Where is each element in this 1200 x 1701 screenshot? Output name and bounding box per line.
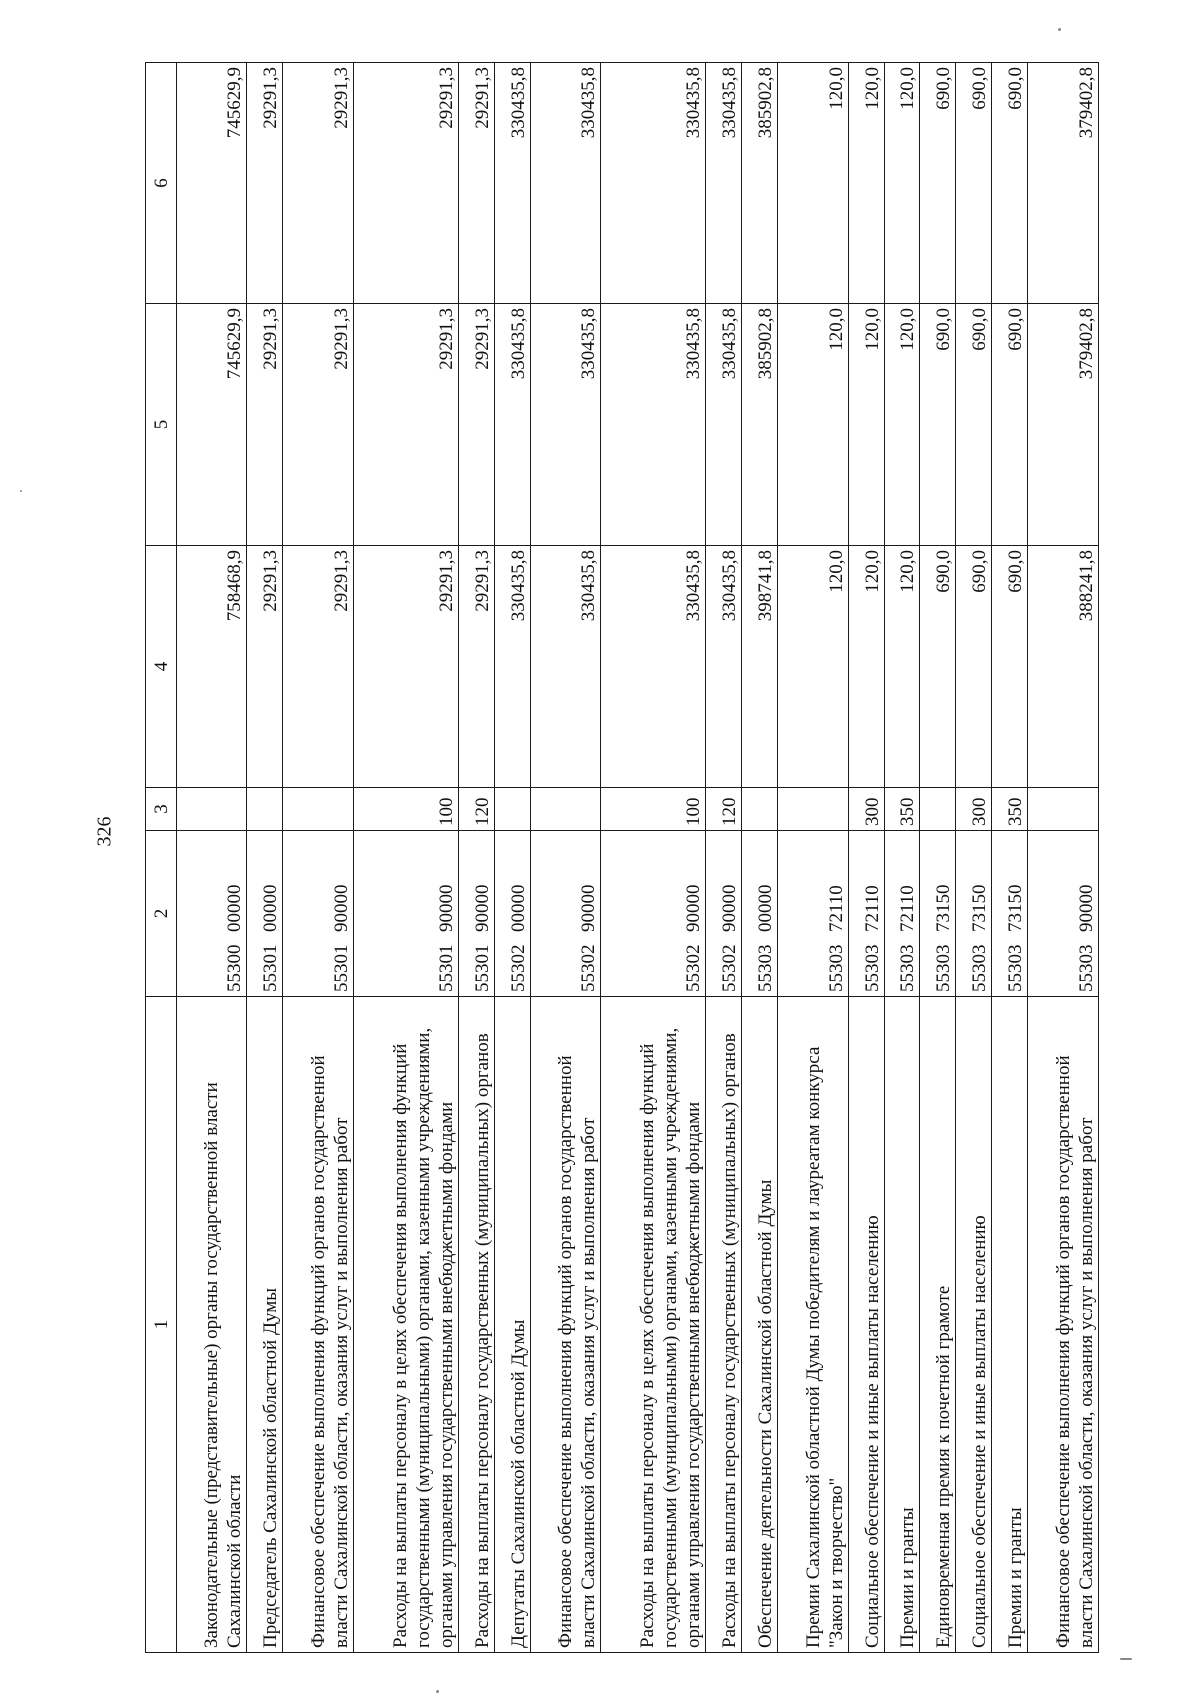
cell-value-col6: 690,0 xyxy=(920,63,956,304)
table-row xyxy=(1028,63,1099,1653)
table-row xyxy=(848,63,884,1653)
cell-name: Финансовое обеспечение выполнения функций органов государственной власти Сахалинской области, оказания услуг и выполнения работ xyxy=(283,997,353,1653)
code-part-2: 72110 xyxy=(861,885,883,932)
cell-value-col5: 120,0 xyxy=(848,304,884,546)
code-part-2: 90000 xyxy=(1076,884,1097,932)
code-part-2: 90000 xyxy=(330,884,352,932)
cell-value-col5: 330435,8 xyxy=(601,304,706,546)
code-part-1: 55303 xyxy=(1076,944,1097,992)
cell-value-col6: 120,0 xyxy=(884,63,920,304)
cell-value-col4: 120,0 xyxy=(884,546,920,788)
cell-value-col6: 330435,8 xyxy=(601,63,706,304)
table-row xyxy=(920,63,956,1653)
table-row xyxy=(956,63,992,1653)
cell-code xyxy=(1028,831,1099,997)
cell-code xyxy=(353,831,458,997)
code-part-2: 90000 xyxy=(471,884,493,932)
cell-code xyxy=(956,831,992,997)
scan-speck xyxy=(436,1690,439,1693)
scan-speck xyxy=(20,490,22,492)
cell-expense-type: 100 xyxy=(353,788,458,831)
cell-code xyxy=(601,831,706,997)
cell-value-col6: 745629,9 xyxy=(177,63,247,304)
code-part-2: 00000 xyxy=(507,884,529,932)
cell-value-col6: 29291,3 xyxy=(283,63,353,304)
cell-expense-type: 350 xyxy=(992,788,1028,831)
cell-expense-type xyxy=(494,788,530,831)
cell-name: Законодательные (представительные) органы государственной власти Сахалинской области xyxy=(177,997,247,1653)
cell-expense-type xyxy=(1028,788,1099,831)
code-part-2: 73150 xyxy=(933,884,955,932)
code-part-2: 73150 xyxy=(1005,884,1027,932)
cell-value-col4: 330435,8 xyxy=(530,546,600,788)
code-part-1: 55300 xyxy=(224,944,246,992)
code-part-1: 55303 xyxy=(825,944,847,992)
cell-name: Депутаты Сахалинской областной Думы xyxy=(494,997,530,1653)
cell-name: Расходы на выплаты персоналу в целях обеспечения выполнения функций государственными (муниципальными) органами, казенными учреждениями, органами управления государственными внебюджетными фондами xyxy=(353,997,458,1653)
cell-expense-type: 100 xyxy=(601,788,706,831)
cell-value-col6: 29291,3 xyxy=(247,63,283,304)
cell-value-col5: 29291,3 xyxy=(283,304,353,546)
cell-value-col4: 690,0 xyxy=(956,546,992,788)
cell-code xyxy=(177,831,247,997)
cell-value-col5: 330435,8 xyxy=(530,304,600,546)
code-part-2: 90000 xyxy=(683,884,705,932)
cell-name: Расходы на выплаты персоналу государственных (муниципальных) органов xyxy=(458,997,494,1653)
cell-expense-type: 350 xyxy=(884,788,920,831)
code-part-2: 00000 xyxy=(224,884,246,932)
table-row xyxy=(884,63,920,1653)
code-part-1: 55303 xyxy=(861,944,883,992)
cell-value-col5: 745629,9 xyxy=(177,304,247,546)
cell-value-col5: 120,0 xyxy=(778,304,848,546)
cell-code xyxy=(992,831,1028,997)
code-part-1: 55302 xyxy=(578,944,600,992)
code-part-2: 90000 xyxy=(578,884,600,932)
cell-name: Расходы на выплаты персоналу в целях обеспечения выполнения функций государственными (муниципальными) органами, казенными учреждениями, органами управления государственными внебюджетными фондами xyxy=(601,997,706,1653)
header-col-5: 5 xyxy=(146,304,177,546)
cell-value-col6: 379402,8 xyxy=(1028,63,1099,304)
scan-speck xyxy=(1120,1658,1132,1660)
cell-code xyxy=(778,831,848,997)
cell-value-col5: 29291,3 xyxy=(353,304,458,546)
cell-value-col6: 385902,8 xyxy=(742,63,778,304)
cell-expense-type xyxy=(177,788,247,831)
table-row xyxy=(706,63,742,1653)
code-part-1: 55302 xyxy=(719,944,741,992)
cell-expense-type xyxy=(247,788,283,831)
cell-value-col4: 690,0 xyxy=(992,546,1028,788)
cell-name: Финансовое обеспечение выполнения функций органов государственной власти Сахалинской области, оказания услуг и выполнения работ xyxy=(1028,997,1099,1653)
table-row xyxy=(177,63,247,1653)
cell-value-col6: 29291,3 xyxy=(353,63,458,304)
cell-name: Председатель Сахалинской областной Думы xyxy=(247,997,283,1653)
code-part-2: 72110 xyxy=(897,885,919,932)
cell-value-col5: 120,0 xyxy=(884,304,920,546)
cell-value-col6: 330435,8 xyxy=(706,63,742,304)
code-part-2: 90000 xyxy=(435,884,457,932)
cell-value-col6: 29291,3 xyxy=(458,63,494,304)
table-row xyxy=(458,63,494,1653)
scan-speck xyxy=(1058,28,1061,31)
cell-expense-type: 120 xyxy=(458,788,494,831)
table-row xyxy=(742,63,778,1653)
cell-expense-type: 300 xyxy=(848,788,884,831)
cell-value-col5: 330435,8 xyxy=(706,304,742,546)
cell-value-col4: 29291,3 xyxy=(283,546,353,788)
budget-table-rotated xyxy=(145,63,1099,1653)
code-part-1: 55303 xyxy=(1005,944,1027,992)
table-row xyxy=(353,63,458,1653)
cell-code xyxy=(458,831,494,997)
code-part-1: 55303 xyxy=(755,944,777,992)
header-col-1: 1 xyxy=(146,997,177,1653)
header-row xyxy=(146,63,177,1653)
cell-value-col6: 330435,8 xyxy=(494,63,530,304)
code-part-1: 55301 xyxy=(471,944,493,992)
cell-value-col4: 29291,3 xyxy=(247,546,283,788)
cell-value-col4: 330435,8 xyxy=(706,546,742,788)
cell-code xyxy=(742,831,778,997)
header-col-3: 3 xyxy=(146,788,177,831)
cell-name: Социальное обеспечение и иные выплаты населению xyxy=(956,997,992,1653)
code-part-1: 55303 xyxy=(933,944,955,992)
cell-value-col6: 690,0 xyxy=(956,63,992,304)
code-part-2: 00000 xyxy=(755,884,777,932)
cell-code xyxy=(884,831,920,997)
cell-value-col4: 690,0 xyxy=(920,546,956,788)
cell-value-col5: 690,0 xyxy=(992,304,1028,546)
cell-value-col4: 330435,8 xyxy=(601,546,706,788)
cell-name: Обеспечение деятельности Сахалинской областной Думы xyxy=(742,997,778,1653)
cell-value-col5: 379402,8 xyxy=(1028,304,1099,546)
cell-name: Единовременная премия к почетной грамоте xyxy=(920,997,956,1653)
cell-value-col5: 690,0 xyxy=(956,304,992,546)
table-row xyxy=(494,63,530,1653)
code-part-2: 73150 xyxy=(969,884,991,932)
cell-code xyxy=(920,831,956,997)
cell-name: Премии и гранты xyxy=(884,997,920,1653)
table-row xyxy=(283,63,353,1653)
table-row xyxy=(601,63,706,1653)
cell-code xyxy=(706,831,742,997)
cell-name: Расходы на выплаты персоналу государственных (муниципальных) органов xyxy=(706,997,742,1653)
code-part-2: 00000 xyxy=(260,884,282,932)
cell-name: Финансовое обеспечение выполнения функций органов государственной власти Сахалинской области, оказания услуг и выполнения работ xyxy=(530,997,600,1653)
cell-expense-type: 300 xyxy=(956,788,992,831)
code-part-1: 55303 xyxy=(897,944,919,992)
code-part-1: 55301 xyxy=(435,944,457,992)
budget-table xyxy=(145,62,1099,1653)
cell-name: Премии и гранты xyxy=(992,997,1028,1653)
code-part-1: 55303 xyxy=(969,944,991,992)
cell-value-col5: 29291,3 xyxy=(458,304,494,546)
code-part-1: 55302 xyxy=(507,944,529,992)
cell-name: Социальное обеспечение и иные выплаты населению xyxy=(848,997,884,1653)
cell-value-col4: 120,0 xyxy=(778,546,848,788)
cell-value-col4: 758468,9 xyxy=(177,546,247,788)
cell-expense-type xyxy=(920,788,956,831)
cell-expense-type xyxy=(778,788,848,831)
code-part-1: 55301 xyxy=(260,944,282,992)
code-part-2: 72110 xyxy=(825,885,847,932)
cell-value-col6: 120,0 xyxy=(778,63,848,304)
cell-name: Премии Сахалинской областной Думы победителям и лауреатам конкурса "Закон и творчество" xyxy=(778,997,848,1653)
cell-code xyxy=(848,831,884,997)
table-row xyxy=(247,63,283,1653)
cell-value-col4: 29291,3 xyxy=(353,546,458,788)
cell-expense-type: 120 xyxy=(706,788,742,831)
cell-code xyxy=(530,831,600,997)
header-col-2: 2 xyxy=(146,831,177,997)
cell-code xyxy=(247,831,283,997)
code-part-1: 55302 xyxy=(683,944,705,992)
table-row xyxy=(530,63,600,1653)
cell-value-col5: 385902,8 xyxy=(742,304,778,546)
cell-code xyxy=(283,831,353,997)
cell-value-col5: 330435,8 xyxy=(494,304,530,546)
cell-value-col4: 398741,8 xyxy=(742,546,778,788)
header-col-4: 4 xyxy=(146,546,177,788)
cell-value-col6: 120,0 xyxy=(848,63,884,304)
cell-expense-type xyxy=(530,788,600,831)
cell-code xyxy=(494,831,530,997)
cell-value-col5: 29291,3 xyxy=(247,304,283,546)
cell-value-col6: 330435,8 xyxy=(530,63,600,304)
cell-value-col4: 120,0 xyxy=(848,546,884,788)
table-row xyxy=(992,63,1028,1653)
table-row xyxy=(778,63,848,1653)
cell-expense-type xyxy=(742,788,778,831)
cell-value-col4: 330435,8 xyxy=(494,546,530,788)
cell-value-col6: 690,0 xyxy=(992,63,1028,304)
code-part-1: 55301 xyxy=(330,944,352,992)
page-number: 326 xyxy=(93,816,116,847)
cell-value-col4: 388241,8 xyxy=(1028,546,1099,788)
header-col-6: 6 xyxy=(146,63,177,304)
cell-value-col4: 29291,3 xyxy=(458,546,494,788)
cell-expense-type xyxy=(283,788,353,831)
code-part-2: 90000 xyxy=(719,884,741,932)
cell-value-col5: 690,0 xyxy=(920,304,956,546)
